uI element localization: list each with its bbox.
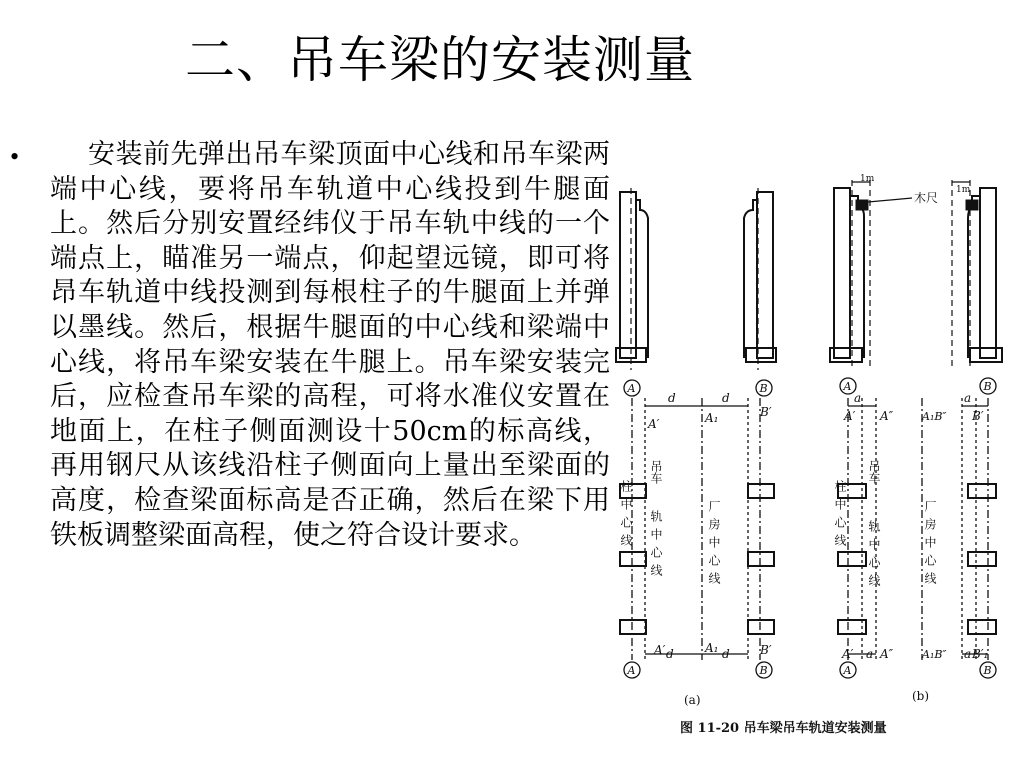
axis-A-bottom-b: A [843,664,852,677]
label-a-bottom-right: a [964,647,972,661]
label-A1B-bottom-b: A₁B″ [922,648,947,661]
axis-B-bottom-b: B [983,664,992,677]
label-A1-top-a: A₁ [705,411,719,425]
label-B-prime-top-b: B′ [972,409,984,423]
axis-A-bottom-a: A [627,664,636,677]
label-B-prime-bottom-a: B′ [760,643,772,657]
label-wood-ruler: 木尺 [914,191,939,205]
vlabel-crane-beam-a: 吊车 [649,460,663,484]
vlabel-crane-beam-b: 吊车 [867,460,881,484]
vlabel-column-center-a: 柱中心线 [619,480,633,552]
label-d-top-right: d [722,391,730,405]
label-A-prime-bottom-b: A′ [842,647,854,661]
panel-a-label: (a) [684,693,701,707]
label-a-top-right: a [964,391,972,405]
vlabel-rail-center-a: 轨中心线 [649,510,663,582]
plan-view-a [620,380,774,678]
label-a-top-left: a [854,391,862,405]
label-A-prime-top-a: A′ [648,417,660,431]
column-sketch-4 [952,180,1002,370]
label-A-double-bottom-b: A″ [880,647,894,661]
axis-A-top-b: A [843,380,852,393]
axis-A-top-a: A [627,382,636,395]
column-sketch-2 [744,188,776,370]
slide-title: 二、吊车梁的安装测量 [185,31,695,89]
vlabel-plant-center-b: 厂房中心线 [923,500,937,590]
label-d-bottom-left: d [666,647,674,661]
label-d-bottom-right: d [722,647,730,661]
label-A1-bottom-a: A₁ [705,641,719,655]
label-1m-right: 1m [956,185,971,195]
body-paragraph: 安装前先弹出吊车梁顶面中心线和吊车梁两端中心线，要将吊车轨道中心线投到牛腿面上。然后分别安置经纬仪于吊车轨中线的一个端点上，瞄准另一端点，仰起望远镜，即可将昂车轨道中线投测到每根柱子的牛腿面上并弹以墨线。然后，根据牛腿面的中心线和梁端中心线，将吊车梁安装在牛腿上。吊车梁安装完后，应检查吊车梁的高程，可将水准仪安置在地面上，在柱子侧面测设十50cm的标高线，再用钢尺从该线沿柱子侧面向上量出至梁面的高度，检查梁面标高是否正确，然后在梁下用铁板调整梁面高程，使之符合设计要求。 [50,139,610,551]
label-a-bottom-left: a [866,647,874,661]
label-B-prime-top-a: B′ [760,405,772,419]
label-d-top-left: d [668,391,676,405]
figure-svg [612,170,1012,745]
label-A-double-top-b: A″ [880,409,894,423]
label-1m-left: 1m [860,174,875,184]
vlabel-rail-center-b: 轨中心线 [867,520,881,592]
figure-crane-beam-survey [612,170,1012,749]
column-sketch-3 [830,180,912,370]
column-sketch-1 [616,188,648,370]
label-A1B-top-b: A₁B″ [922,410,947,423]
axis-B-bottom-a: B [759,664,768,677]
vlabel-column-center-b: 柱中心线 [833,480,847,552]
vlabel-plant-center-a: 厂房中心线 [707,500,721,590]
figure-caption: 图 11-20 吊车梁吊车轨道安装测量 [680,721,887,736]
panel-b-label: (b) [912,689,930,703]
label-A-prime-top-b: A′ [844,409,856,423]
bullet-dot: • [10,142,20,171]
label-A-prime-bottom-a: A′ [654,643,666,657]
label-B-prime1-bottom-b: B′₁ [972,647,989,661]
axis-B-top-b: B [983,380,992,393]
plan-view-b [838,378,996,678]
axis-B-top-a: B [759,382,768,395]
